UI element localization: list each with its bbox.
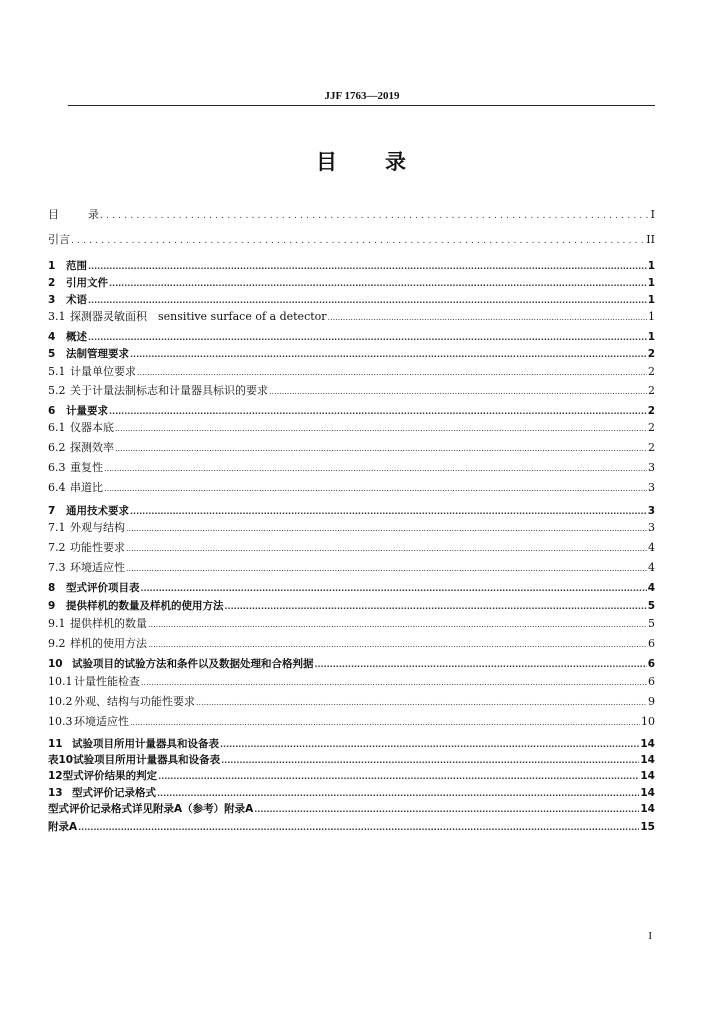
toc-entry-label: 引言 bbox=[48, 233, 70, 246]
toc-entry-page: 6 bbox=[648, 637, 655, 650]
toc-entry-label: 录 bbox=[88, 208, 99, 221]
toc-entry[interactable] bbox=[48, 258, 655, 274]
header-standard-code: JJF 1763—2019 bbox=[324, 90, 400, 102]
toc-leader-dots bbox=[130, 347, 647, 363]
toc-entry-page: 2 bbox=[648, 365, 655, 378]
toc-entry[interactable] bbox=[48, 420, 655, 436]
toc-entry-number: 6.1 bbox=[48, 421, 66, 434]
toc-leader-dots bbox=[100, 208, 650, 224]
toc-entry-number: 6.4 bbox=[48, 481, 66, 494]
toc-entry-page: 14 bbox=[640, 770, 655, 782]
toc-entry-page: 14 bbox=[640, 787, 655, 799]
toc-entry-number: 10.3 bbox=[48, 715, 73, 728]
toc-entry-page: 1 bbox=[648, 310, 655, 323]
toc-entry[interactable] bbox=[48, 752, 655, 768]
toc-entry-page: 15 bbox=[640, 821, 655, 833]
toc-entry[interactable] bbox=[48, 636, 655, 652]
toc-entry-number: 3.1 bbox=[48, 310, 66, 323]
toc-entry-number: 6.2 bbox=[48, 441, 66, 454]
toc-entry-page: 14 bbox=[640, 738, 655, 750]
toc-entry[interactable] bbox=[48, 540, 655, 556]
toc-leader-dots bbox=[254, 802, 639, 818]
toc-entry-label: 概述 bbox=[66, 331, 87, 343]
toc-entry[interactable] bbox=[48, 801, 655, 817]
toc-entry-page: 5 bbox=[647, 600, 655, 612]
toc-entry-page: 1 bbox=[647, 294, 655, 306]
toc-entry-label: 12型式评价结果的判定 bbox=[48, 770, 158, 782]
toc-entry-number: 9.2 bbox=[48, 637, 66, 650]
toc-entry-page: 4 bbox=[648, 561, 655, 574]
toc-entry[interactable] bbox=[48, 383, 655, 399]
toc-entry[interactable] bbox=[48, 309, 655, 325]
toc-entry-label: 外观、结构与功能性要求 bbox=[74, 695, 195, 708]
toc-entry-label: 提供样机的数量及样机的使用方法 bbox=[66, 600, 224, 612]
toc-entry-number: 7.2 bbox=[48, 541, 66, 554]
toc-entry-number: 7.3 bbox=[48, 561, 66, 574]
page-title: 目 录 bbox=[316, 150, 408, 174]
toc-entry[interactable] bbox=[48, 674, 655, 690]
toc-leader-dots bbox=[269, 384, 647, 400]
toc-entry-number: 4 bbox=[48, 331, 56, 343]
toc-leader-dots bbox=[148, 617, 647, 633]
toc-entry-label: 型式评价记录格式 bbox=[72, 787, 156, 799]
toc-leader-dots bbox=[158, 769, 639, 785]
toc-entry-label: 重复性 bbox=[70, 461, 103, 474]
toc-entry-page: 9 bbox=[648, 695, 655, 708]
toc-entry-page: 14 bbox=[640, 803, 655, 815]
toc-leader-dots bbox=[141, 581, 647, 597]
toc-leader-dots bbox=[137, 365, 647, 381]
toc-entry-page: 14 bbox=[640, 754, 655, 766]
toc-entry-page: 4 bbox=[647, 582, 655, 594]
toc-entry-page: 2 bbox=[647, 348, 655, 360]
toc-entry-label: 试验项目的试验方法和条件以及数据处理和合格判据 bbox=[72, 658, 314, 670]
toc-entry-page: 2 bbox=[647, 405, 655, 417]
toc-entry-number: 6.3 bbox=[48, 461, 66, 474]
toc-entry[interactable] bbox=[48, 275, 655, 291]
toc-leader-dots bbox=[88, 330, 647, 346]
toc-entry-number: 目 bbox=[48, 208, 59, 221]
toc-leader-dots bbox=[71, 233, 645, 249]
toc-entry-number: 7 bbox=[48, 505, 56, 517]
toc-entry[interactable] bbox=[48, 694, 655, 710]
toc-entry-label: 引用文件 bbox=[66, 277, 108, 289]
toc-leader-dots bbox=[328, 310, 647, 326]
toc-entry-label: 外观与结构 bbox=[70, 521, 125, 534]
toc-entry-page: 4 bbox=[648, 541, 655, 554]
toc-entry-label: 型式评价项目表 bbox=[66, 582, 140, 594]
toc-entry-page: 10 bbox=[641, 715, 655, 728]
toc-leader-dots bbox=[130, 504, 647, 520]
toc-entry[interactable] bbox=[48, 656, 655, 672]
toc-leader-dots bbox=[225, 599, 647, 615]
toc-leader-dots bbox=[148, 637, 647, 653]
toc-entry-number: 11 bbox=[48, 738, 63, 750]
toc-entry-number: 9 bbox=[48, 600, 56, 612]
toc-entry[interactable] bbox=[48, 346, 655, 362]
toc-entry-label: 附录A bbox=[48, 821, 78, 833]
toc-leader-dots bbox=[126, 541, 647, 557]
toc-entry-number: 5.1 bbox=[48, 365, 66, 378]
toc-entry-label: 计量性能检查 bbox=[74, 675, 140, 688]
toc-entry[interactable] bbox=[48, 232, 655, 248]
toc-leader-dots bbox=[157, 786, 639, 802]
toc-entry-page: 3 bbox=[647, 505, 655, 517]
toc-leader-dots bbox=[220, 737, 639, 753]
toc-entry-page: 2 bbox=[648, 384, 655, 397]
toc-entry[interactable] bbox=[48, 292, 655, 308]
toc-entry-number: 8 bbox=[48, 582, 56, 594]
toc-entry[interactable] bbox=[48, 736, 655, 752]
toc-entry-label: 试验项目所用计量器具和设备表 bbox=[72, 738, 219, 750]
toc-leader-dots bbox=[104, 461, 647, 477]
toc-entry[interactable] bbox=[48, 403, 655, 419]
toc-entry-label: 串道比 bbox=[70, 481, 103, 494]
toc-entry-label: 通用技术要求 bbox=[66, 505, 129, 517]
toc-entry[interactable] bbox=[48, 440, 655, 456]
toc-entry-label: 环境适应性 bbox=[70, 561, 125, 574]
toc-entry-page: 1 bbox=[647, 277, 655, 289]
toc-entry[interactable] bbox=[48, 598, 655, 614]
toc-leader-dots bbox=[109, 404, 647, 420]
toc-entry-label: 关于计量法制标志和计量器具标识的要求 bbox=[70, 384, 268, 397]
toc-entry-page: 3 bbox=[648, 481, 655, 494]
toc-entry[interactable] bbox=[48, 207, 655, 223]
toc-entry-page: 1 bbox=[647, 331, 655, 343]
toc-entry-number: 13 bbox=[48, 787, 63, 799]
toc-entry-label: 型式评价记录格式详见附录A（参考）附录A bbox=[48, 803, 254, 815]
toc-leader-dots bbox=[130, 715, 640, 731]
toc-leader-dots bbox=[115, 441, 647, 457]
toc-entry-label: 环境适应性 bbox=[74, 715, 129, 728]
toc-leader-dots bbox=[109, 276, 647, 292]
toc-entry-page: 3 bbox=[648, 461, 655, 474]
toc-leader-dots bbox=[315, 657, 647, 673]
toc-leader-dots bbox=[88, 259, 647, 275]
toc-entry-page: I bbox=[650, 208, 655, 221]
toc-entry-number: 10.1 bbox=[48, 675, 73, 688]
toc-entry-label: 提供样机的数量 bbox=[70, 617, 147, 630]
toc-entry-number: 10.2 bbox=[48, 695, 73, 708]
toc-entry-number: 6 bbox=[48, 405, 56, 417]
toc-leader-dots bbox=[221, 753, 639, 769]
toc-leader-dots bbox=[115, 421, 647, 437]
toc-entry-number: 9.1 bbox=[48, 617, 66, 630]
toc-entry[interactable] bbox=[48, 364, 655, 380]
toc-entry-number: 10 bbox=[48, 658, 63, 670]
toc-entry-label: 术语 bbox=[66, 294, 87, 306]
toc-entry-number: 7.1 bbox=[48, 521, 66, 534]
toc-entry-label: 功能性要求 bbox=[70, 541, 125, 554]
toc-entry[interactable] bbox=[48, 785, 655, 801]
toc-leader-dots bbox=[141, 675, 647, 691]
toc-entry-number: 2 bbox=[48, 277, 56, 289]
toc-entry[interactable] bbox=[48, 768, 655, 784]
toc-entry[interactable] bbox=[48, 714, 655, 730]
toc-entry-page: II bbox=[646, 233, 655, 246]
toc-leader-dots bbox=[126, 521, 647, 537]
toc-leader-dots bbox=[88, 293, 647, 309]
toc-entry[interactable] bbox=[48, 480, 655, 496]
toc-entry-page: 2 bbox=[648, 421, 655, 434]
toc-entry-page: 5 bbox=[648, 617, 655, 630]
toc-leader-dots bbox=[126, 561, 647, 577]
toc-entry-label: 法制管理要求 bbox=[66, 348, 129, 360]
toc-entry-label: 表10试验项目所用计量器具和设备表 bbox=[48, 754, 221, 766]
toc-entry[interactable] bbox=[48, 819, 655, 835]
toc-entry[interactable] bbox=[48, 580, 655, 596]
toc-entry-page: 6 bbox=[647, 658, 655, 670]
toc-entry-number: 1 bbox=[48, 260, 56, 272]
toc-entry[interactable] bbox=[48, 503, 655, 519]
toc-entry[interactable] bbox=[48, 329, 655, 345]
toc-entry[interactable] bbox=[48, 616, 655, 632]
toc-entry-number: 5 bbox=[48, 348, 56, 360]
footer-page-number: I bbox=[648, 930, 652, 942]
toc-entry-number: 3 bbox=[48, 294, 56, 306]
toc-entry[interactable] bbox=[48, 460, 655, 476]
toc-entry-page: 1 bbox=[647, 260, 655, 272]
toc-entry-label: 范围 bbox=[66, 260, 87, 272]
toc-leader-dots bbox=[104, 481, 647, 497]
toc-leader-dots bbox=[196, 695, 647, 711]
toc-entry-label: 计量单位要求 bbox=[70, 365, 136, 378]
toc-entry-page: 3 bbox=[648, 521, 655, 534]
toc-entry[interactable] bbox=[48, 560, 655, 576]
toc-entry-label: 探测效率 bbox=[70, 441, 114, 454]
toc-entry-label: 仪器本底 bbox=[70, 421, 114, 434]
toc-entry-page: 6 bbox=[648, 675, 655, 688]
toc-entry-label: 计量要求 bbox=[66, 405, 108, 417]
toc-entry-page: 2 bbox=[648, 441, 655, 454]
toc-entry-label: 样机的使用方法 bbox=[70, 637, 147, 650]
header-rule bbox=[68, 105, 655, 106]
toc-entry-number: 5.2 bbox=[48, 384, 66, 397]
toc-leader-dots bbox=[78, 820, 639, 836]
toc-entry[interactable] bbox=[48, 520, 655, 536]
toc-entry-label: 探测器灵敏面积 sensitive surface of a detector bbox=[70, 310, 327, 323]
